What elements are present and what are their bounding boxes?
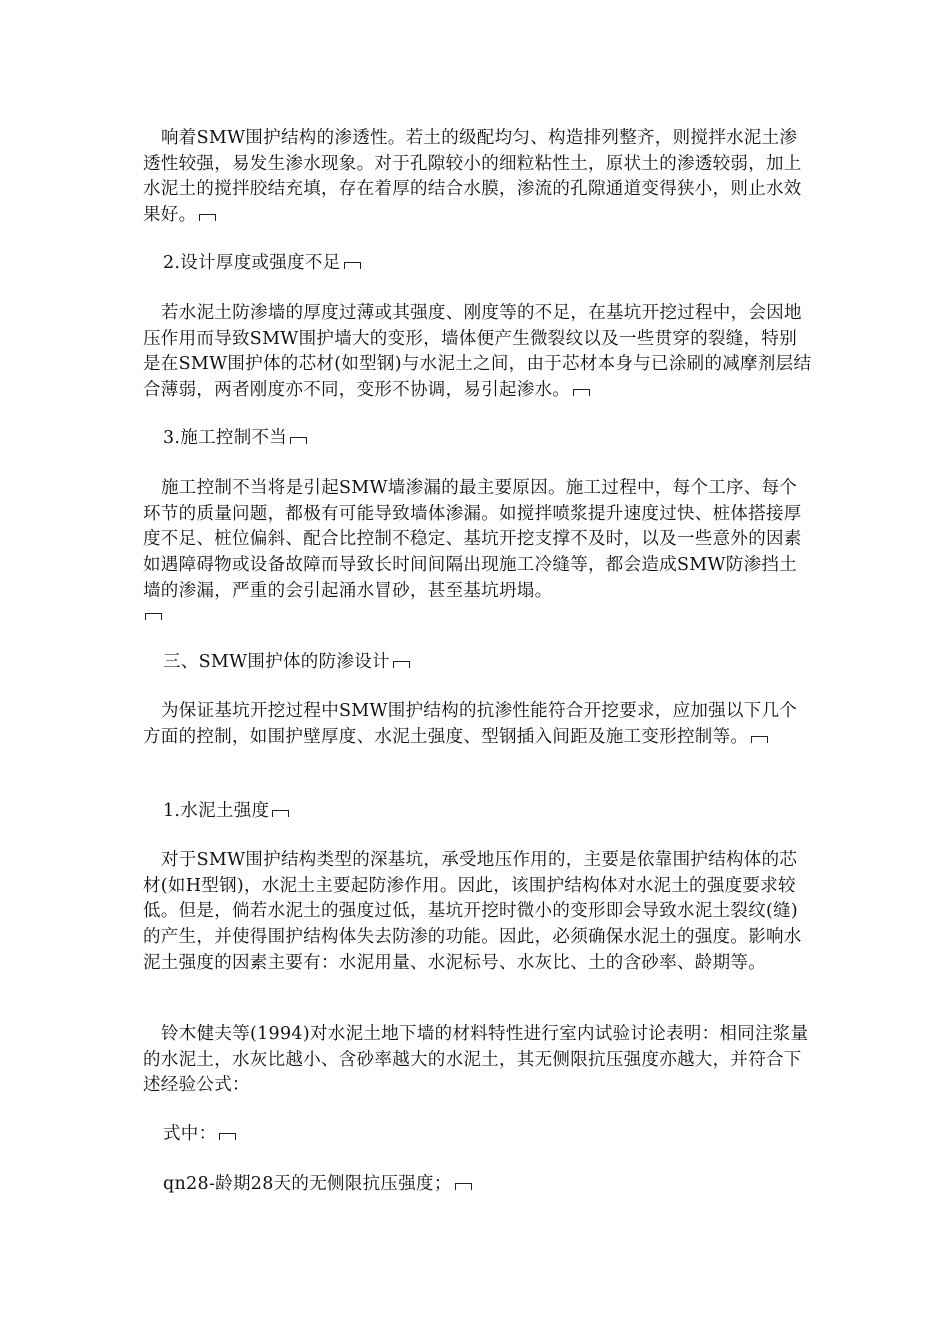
paragraph-cement-soil-strength: 对于SMW围护结构类型的深基坑，承受地压作用的，主要是依靠围护结构体的芯材(如H型钢)，水泥土主要起防渗作用。因此，该围护结构体对水泥土的强度要求较低。但是，倘若水泥土的强度过低，基坑开挖时微小的变形即会导致水泥土裂纹(缝)的产生，并使得围护结构体失去防渗的功能。因此，必须确保水泥土的强度。影响水泥土强度的因素主要有：水泥用量、水泥标号、水灰比、土的含砂率、龄期等。 — [143, 850, 802, 973]
paragraph-mark-icon — [393, 661, 410, 668]
paragraph-qn28-definition: qn28-龄期28天的无侧限抗压强度； — [143, 1172, 813, 1198]
paragraph-formula-where: 式中： — [143, 1122, 813, 1148]
paragraph-mark-icon — [272, 810, 289, 817]
heading-design-thickness: 2.设计厚度或强度不足 — [143, 251, 813, 277]
paragraph-mark-icon — [199, 214, 216, 221]
heading-construction-control: 3.施工控制不当 — [143, 426, 813, 452]
paragraph-mark-icon — [751, 736, 768, 743]
paragraph-permeability: 响着SMW围护结构的渗透性。若土的级配均匀、构造排列整齐，则搅拌水泥土渗透性较强，易发生渗水现象。对于孔隙较小的细粒粘性土，原状土的渗透较弱，加上水泥土的搅拌胶结充填，存在着厚的结合水膜，渗流的孔隙通道变得狭小，则止水效果好。 — [143, 128, 802, 226]
paragraph-mark-icon — [290, 437, 307, 444]
paragraph-design-thickness: 若水泥土防渗墙的厚度过薄或其强度、刚度等的不足，在基坑开挖过程中，会因地压作用而导致SMW围护墙大的变形，墙体便产生微裂纹以及一些贯穿的裂缝，特别是在SMW围护体的芯材(如型钢)与水泥土之间，由于芯材本身与已涂刷的减摩剂层结合薄弱，两者刚度亦不同，变形不协调，易引起渗水。 — [143, 303, 812, 401]
paragraph-mark-icon — [219, 1133, 236, 1140]
paragraph-mark-icon — [573, 389, 590, 396]
paragraph-suzuki-study: 铃木健夫等(1994)对水泥土地下墙的材料特性进行室内试验讨论表明：相同注浆量的水泥土，水灰比越小、含砂率越大的水泥土，其无侧限抗压强度亦越大，并符合下述经验公式： — [143, 1024, 809, 1096]
paragraph-mark-icon — [145, 613, 162, 620]
heading-cement-soil-strength: 1.水泥土强度 — [143, 799, 813, 825]
paragraph-mark-icon — [455, 1183, 472, 1190]
paragraph-construction-control: 施工控制不当将是引起SMW墙渗漏的最主要原因。施工过程中，每个工序、每个环节的质量问题，都极有可能导致墙体渗漏。如搅拌喷浆提升速度过快、桩体搭接厚度不足、桩位偏斜、配合比控制不稳定、基坑开挖支撑不及时，以及一些意外的因素如遇障碍物或设备故障而导致长时间间隔出现施工冷缝等，都会造成SMW防渗挡土墙的渗漏，严重的会引起涌水冒砂，甚至基坑坍塌。 — [143, 478, 802, 601]
heading-section-three: 三、SMW围护体的防渗设计 — [143, 650, 813, 676]
paragraph-mark-icon — [344, 262, 361, 269]
paragraph-section-three-intro: 为保证基坑开挖过程中SMW围护结构的抗渗性能符合开挖要求，应加强以下几个方面的控制，如围护壁厚度、水泥土强度、型钢插入间距及施工变形控制等。 — [143, 701, 798, 747]
